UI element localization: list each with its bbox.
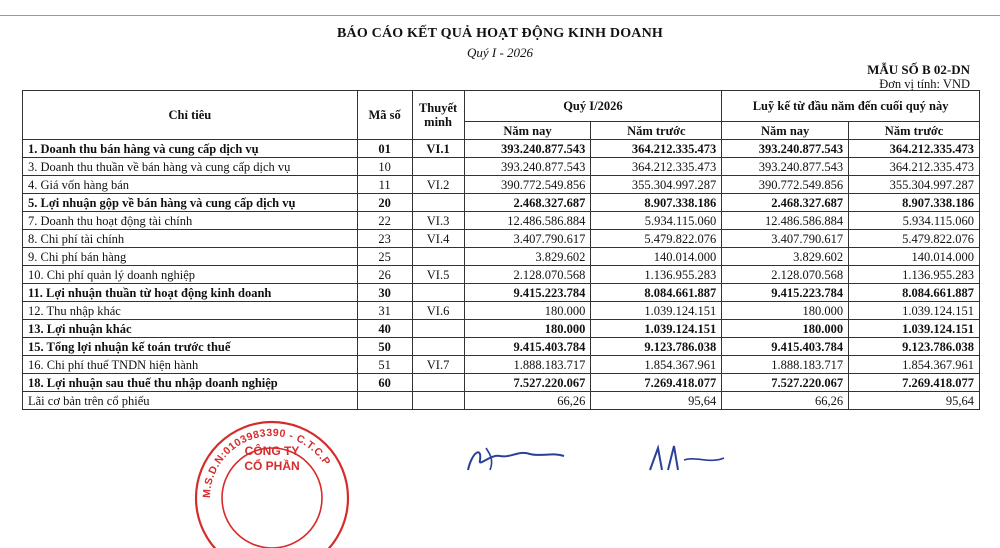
- row-code: 23: [357, 230, 412, 248]
- row-note: [412, 338, 464, 356]
- row-quarter-last-year: 5.934.115.060: [591, 212, 722, 230]
- table-row: [23, 374, 980, 392]
- row-ytd-this-year: 2.128.070.568: [722, 266, 849, 284]
- row-label: 4. Giá vốn hàng bán: [23, 176, 358, 194]
- signature-2: [640, 442, 730, 472]
- row-ytd-last-year: 95,64: [849, 392, 980, 410]
- report-period: Quý I - 2026: [466, 45, 534, 60]
- row-note: VI.1: [412, 140, 464, 158]
- row-ytd-last-year: 140.014.000: [849, 248, 980, 266]
- header-quarter-last-year: Năm trước: [591, 122, 722, 140]
- row-note: VI.3: [412, 212, 464, 230]
- row-note: VI.5: [412, 266, 464, 284]
- row-ytd-last-year: 1.136.955.283: [849, 266, 980, 284]
- row-quarter-last-year: 8.084.661.887: [591, 284, 722, 302]
- row-ytd-this-year: 390.772.549.856: [722, 176, 849, 194]
- row-quarter-this-year: 3.407.790.617: [464, 230, 591, 248]
- row-code: 50: [357, 338, 412, 356]
- table-row: [23, 194, 980, 212]
- row-label: 15. Tổng lợi nhuận kế toán trước thuế: [23, 338, 358, 356]
- row-ytd-last-year: 8.907.338.186: [849, 194, 980, 212]
- row-ytd-last-year: 5.479.822.076: [849, 230, 980, 248]
- row-quarter-last-year: 355.304.997.287: [591, 176, 722, 194]
- header-ytd: Luỹ kế từ đầu năm đến cuối quý này: [722, 91, 980, 122]
- stamp-center-text-1: CÔNG TY: [244, 444, 300, 458]
- currency-unit: Đơn vị tính: VND: [879, 77, 970, 91]
- table-body: [23, 140, 980, 410]
- row-note: [412, 374, 464, 392]
- row-code: 60: [357, 374, 412, 392]
- table-row: [23, 302, 980, 320]
- row-note: VI.4: [412, 230, 464, 248]
- row-code: 51: [357, 356, 412, 374]
- row-ytd-last-year: 355.304.997.287: [849, 176, 980, 194]
- stamp-center-text-2: CỔ PHẦN: [244, 459, 300, 473]
- row-quarter-last-year: 364.212.335.473: [591, 140, 722, 158]
- table-row: [23, 248, 980, 266]
- row-note: [412, 194, 464, 212]
- row-quarter-last-year: 1.854.367.961: [591, 356, 722, 374]
- row-quarter-this-year: 1.888.183.717: [464, 356, 591, 374]
- row-ytd-this-year: 12.486.586.884: [722, 212, 849, 230]
- row-ytd-this-year: 9.415.403.784: [722, 338, 849, 356]
- row-ytd-last-year: 364.212.335.473: [849, 140, 980, 158]
- header-note: Thuyết minh: [412, 91, 464, 140]
- row-code: 20: [357, 194, 412, 212]
- company-stamp: [190, 418, 355, 548]
- row-ytd-this-year: 1.888.183.717: [722, 356, 849, 374]
- row-ytd-last-year: 1.039.124.151: [849, 302, 980, 320]
- stamp-ring-text: M.S.D.N:0103983390 - C.T.C.P: [200, 426, 333, 499]
- row-quarter-last-year: 7.269.418.077: [591, 374, 722, 392]
- row-ytd-last-year: 364.212.335.473: [849, 158, 980, 176]
- row-note: [412, 158, 464, 176]
- row-quarter-last-year: 5.479.822.076: [591, 230, 722, 248]
- row-quarter-this-year: 180.000: [464, 302, 591, 320]
- row-quarter-last-year: 9.123.786.038: [591, 338, 722, 356]
- row-label: 1. Doanh thu bán hàng và cung cấp dịch vụ: [23, 140, 358, 158]
- row-quarter-last-year: 364.212.335.473: [591, 158, 722, 176]
- row-label: 18. Lợi nhuận sau thuế thu nhập doanh nghiệp: [23, 374, 358, 392]
- row-note: VI.2: [412, 176, 464, 194]
- table-row: [23, 284, 980, 302]
- row-code: 26: [357, 266, 412, 284]
- row-ytd-last-year: 5.934.115.060: [849, 212, 980, 230]
- row-quarter-last-year: 1.136.955.283: [591, 266, 722, 284]
- top-rule: [0, 15, 1000, 16]
- row-ytd-this-year: 66,26: [722, 392, 849, 410]
- row-ytd-this-year: 3.829.602: [722, 248, 849, 266]
- row-code: 01: [357, 140, 412, 158]
- row-ytd-this-year: 2.468.327.687: [722, 194, 849, 212]
- row-label: 8. Chi phí tài chính: [23, 230, 358, 248]
- table-row: [23, 176, 980, 194]
- row-code: 30: [357, 284, 412, 302]
- row-quarter-this-year: 2.468.327.687: [464, 194, 591, 212]
- signature-1: [460, 442, 570, 472]
- row-ytd-this-year: 7.527.220.067: [722, 374, 849, 392]
- row-quarter-this-year: 180.000: [464, 320, 591, 338]
- row-code: 40: [357, 320, 412, 338]
- table-row: [23, 140, 980, 158]
- row-label: 10. Chi phí quản lý doanh nghiệp: [23, 266, 358, 284]
- row-quarter-this-year: 393.240.877.543: [464, 140, 591, 158]
- header-ytd-this-year: Năm nay: [722, 122, 849, 140]
- row-label: 5. Lợi nhuận gộp về bán hàng và cung cấp dịch vụ: [23, 194, 358, 212]
- header-quarter: Quý I/2026: [464, 91, 722, 122]
- row-note: [412, 392, 464, 410]
- row-ytd-this-year: 180.000: [722, 302, 849, 320]
- row-note: VI.6: [412, 302, 464, 320]
- row-quarter-last-year: 8.907.338.186: [591, 194, 722, 212]
- row-code: 25: [357, 248, 412, 266]
- row-ytd-last-year: 7.269.418.077: [849, 374, 980, 392]
- row-ytd-last-year: 9.123.786.038: [849, 338, 980, 356]
- row-label: 11. Lợi nhuận thuần từ hoạt động kinh doanh: [23, 284, 358, 302]
- table-row: [23, 230, 980, 248]
- row-ytd-last-year: 1.039.124.151: [849, 320, 980, 338]
- table-row: [23, 338, 980, 356]
- row-label: 7. Doanh thu hoạt động tài chính: [23, 212, 358, 230]
- row-label: 9. Chi phí bán hàng: [23, 248, 358, 266]
- row-label: Lãi cơ bản trên cổ phiếu: [23, 392, 358, 410]
- row-quarter-this-year: 390.772.549.856: [464, 176, 591, 194]
- row-quarter-last-year: 1.039.124.151: [591, 302, 722, 320]
- row-quarter-this-year: 393.240.877.543: [464, 158, 591, 176]
- row-quarter-this-year: 9.415.403.784: [464, 338, 591, 356]
- row-quarter-this-year: 12.486.586.884: [464, 212, 591, 230]
- row-ytd-this-year: 393.240.877.543: [722, 140, 849, 158]
- header-indicator: Chỉ tiêu: [23, 91, 358, 140]
- report-title: BÁO CÁO KẾT QUẢ HOẠT ĐỘNG KINH DOANH: [337, 26, 663, 41]
- row-ytd-this-year: 3.407.790.617: [722, 230, 849, 248]
- row-quarter-this-year: 7.527.220.067: [464, 374, 591, 392]
- row-code: 22: [357, 212, 412, 230]
- row-quarter-last-year: 95,64: [591, 392, 722, 410]
- table-row: [23, 320, 980, 338]
- row-note: [412, 284, 464, 302]
- row-ytd-this-year: 180.000: [722, 320, 849, 338]
- header-ytd-last-year: Năm trước: [849, 122, 980, 140]
- income-statement-table: [22, 90, 980, 410]
- row-code: [357, 392, 412, 410]
- row-label: 13. Lợi nhuận khác: [23, 320, 358, 338]
- table-row: [23, 356, 980, 374]
- row-quarter-this-year: 2.128.070.568: [464, 266, 591, 284]
- row-ytd-last-year: 1.854.367.961: [849, 356, 980, 374]
- header-code: Mã số: [357, 91, 412, 140]
- row-code: 31: [357, 302, 412, 320]
- table-row: [23, 392, 980, 410]
- row-code: 10: [357, 158, 412, 176]
- row-label: 16. Chi phí thuế TNDN hiện hành: [23, 356, 358, 374]
- row-code: 11: [357, 176, 412, 194]
- row-quarter-this-year: 3.829.602: [464, 248, 591, 266]
- row-note: VI.7: [412, 356, 464, 374]
- row-quarter-last-year: 1.039.124.151: [591, 320, 722, 338]
- row-ytd-this-year: 393.240.877.543: [722, 158, 849, 176]
- row-ytd-last-year: 8.084.661.887: [849, 284, 980, 302]
- row-quarter-this-year: 9.415.223.784: [464, 284, 591, 302]
- row-note: [412, 320, 464, 338]
- row-note: [412, 248, 464, 266]
- row-quarter-this-year: 66,26: [464, 392, 591, 410]
- row-label: 12. Thu nhập khác: [23, 302, 358, 320]
- header-quarter-this-year: Năm nay: [464, 122, 591, 140]
- table-row: [23, 266, 980, 284]
- row-ytd-this-year: 9.415.223.784: [722, 284, 849, 302]
- row-label: 3. Doanh thu thuần về bán hàng và cung cấp dịch vụ: [23, 158, 358, 176]
- row-quarter-last-year: 140.014.000: [591, 248, 722, 266]
- table-row: [23, 158, 980, 176]
- table-row: [23, 212, 980, 230]
- form-number: MẪU SỐ B 02-DN: [867, 62, 970, 77]
